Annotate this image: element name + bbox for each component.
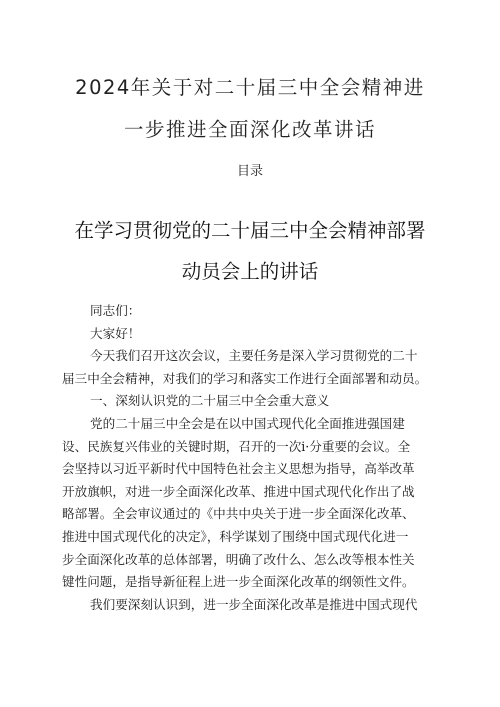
body-line: 届三中全会精神，对我们的学习和落实工作进行全面部署和动员。 xyxy=(62,370,428,386)
body-line: 同志们： xyxy=(90,303,141,318)
body-line: 大家好！ xyxy=(90,325,141,341)
table-of-contents-heading: 目录 xyxy=(236,164,263,179)
body-line: 步全面深化改革的总体部署，明确了改什么、怎么改等根本性关 xyxy=(62,551,415,567)
body-line: 今天我们召开这次会议，主要任务是深入学习贯彻党的二十 xyxy=(90,348,418,364)
body-line: 略部署。全会审议通过的《中共中央关于进一步全面深化改革、 xyxy=(62,506,415,522)
body-line: 一、深刻认识党的二十届三中全会重大意义 xyxy=(90,393,330,409)
body-line: 推进中国式现代化的决定》，科学谋划了围绕中国式现代化进一 xyxy=(62,529,409,544)
body-line: 键性问题，是指导新征程上进一步全面深化改革的纲领性文件。 xyxy=(62,574,415,590)
document-title-line-2: 一步推进全面深化改革讲话 xyxy=(123,118,376,141)
body-line: 党的二十届三中全会是在以中国式现代化全面推进强国建 xyxy=(90,416,405,431)
speech-title-line-2: 动员会上的讲话 xyxy=(181,260,319,283)
body-line: 会坚持以习近平新时代中国特色社会主义思想为指导，高举改革 xyxy=(62,461,415,477)
body-line: 我们要深刻认识到，进一步全面深化改革是推进中国式现代 xyxy=(90,596,418,612)
body-line: 设、民族复兴伟业的关键时期，召开的一次i·分重要的会议。全 xyxy=(62,438,411,454)
document-title-line-1: 2024年关于对二十届三中全会精神进 xyxy=(75,76,425,99)
speech-title-line-1: 在学习贯彻党的二十届三中全会精神部署 xyxy=(74,219,426,242)
body-line: 开放旗帜，对进一步全面深化改革、推进中国式现代化作出了战 xyxy=(62,483,415,499)
